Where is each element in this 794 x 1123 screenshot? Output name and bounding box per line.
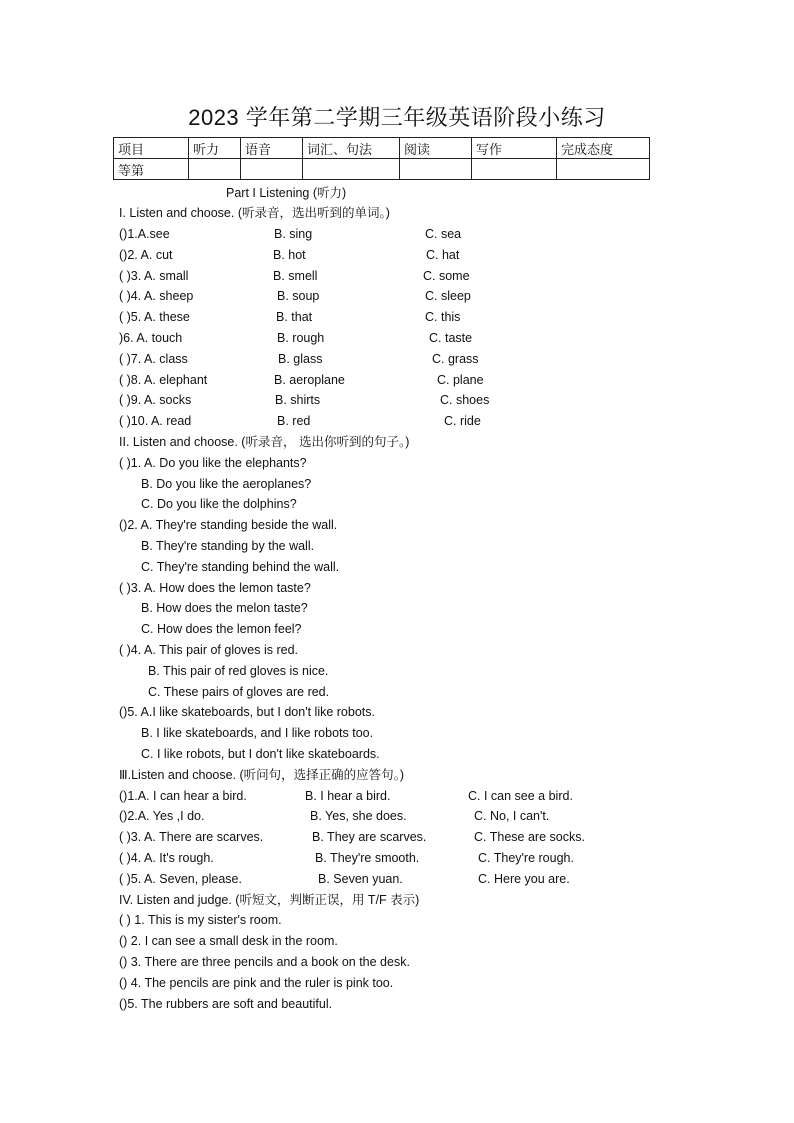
header-cell: 写作 bbox=[472, 138, 557, 159]
section-heading: Ⅲ.Listen and choose. (听问句，选择正确的应答句。) bbox=[119, 768, 405, 782]
statement-line: () 3. There are three pencils and a book on the desk. bbox=[119, 955, 410, 969]
option-c: C. sea bbox=[425, 227, 462, 241]
grade-cell[interactable] bbox=[189, 159, 241, 180]
option-a: ( )5. A. these bbox=[119, 310, 190, 324]
statement-line: () 4. The pencils are pink and the ruler is pink too. bbox=[119, 976, 394, 990]
header-cell: 阅读 bbox=[400, 138, 472, 159]
score-table-grade-row bbox=[114, 159, 650, 180]
option-a: ( )4. A. It's rough. bbox=[119, 851, 214, 865]
row-label: 等第 bbox=[114, 159, 189, 180]
option-b: B. shirts bbox=[275, 393, 321, 407]
option-c: C. How does the lemon feel? bbox=[141, 622, 302, 636]
grade-cell[interactable] bbox=[557, 159, 650, 180]
option-c: C. shoes bbox=[440, 393, 490, 407]
option-b: B. smell bbox=[273, 269, 318, 283]
header-cell: 词汇、句法 bbox=[303, 138, 400, 159]
option-c: C. They're rough. bbox=[478, 851, 574, 865]
score-table-header-row bbox=[114, 138, 650, 159]
option-a: ( )4. A. sheep bbox=[119, 289, 194, 303]
grade-cell[interactable] bbox=[303, 159, 400, 180]
option-b: B. sing bbox=[274, 227, 313, 241]
header-cell: 完成态度 bbox=[557, 138, 650, 159]
option-a: ( )3. A. There are scarves. bbox=[119, 830, 264, 844]
section-heading: IV. Listen and judge. (听短文，判断正误，用 T/F 表示) bbox=[119, 893, 420, 907]
option-c: C. I can see a bird. bbox=[468, 789, 573, 803]
grade-cell[interactable] bbox=[472, 159, 557, 180]
header-cell: 语音 bbox=[241, 138, 303, 159]
option-a: )6. A. touch bbox=[119, 331, 183, 345]
option-b: B. rough bbox=[277, 331, 325, 345]
section-heading: II. Listen and choose. (听录音， 选出你听到的句子。) bbox=[119, 435, 410, 449]
option-b: B. aeroplane bbox=[274, 373, 345, 387]
option-c: C. ride bbox=[444, 414, 481, 428]
section-heading: I. Listen and choose. (听录音，选出听到的单词。) bbox=[119, 206, 390, 220]
question-line: ()2. A. They're standing beside the wall. bbox=[119, 518, 338, 532]
option-c: C. I like robots, but I don't like skateboards. bbox=[141, 747, 380, 761]
statement-line: ()5. The rubbers are soft and beautiful. bbox=[119, 997, 333, 1011]
option-b: B. I like skateboards, and I like robots too. bbox=[141, 726, 374, 740]
statement-line: ( ) 1. This is my sister's room. bbox=[119, 913, 282, 927]
option-b: B. red bbox=[277, 414, 311, 428]
option-c: C. taste bbox=[429, 331, 473, 345]
option-a: ()2. A. cut bbox=[119, 248, 173, 262]
option-c: C. No, I can't. bbox=[474, 809, 550, 823]
option-b: B. I hear a bird. bbox=[305, 789, 391, 803]
option-b: B. They're smooth. bbox=[315, 851, 420, 865]
option-a: ( )9. A. socks bbox=[119, 393, 192, 407]
option-c: C. These are socks. bbox=[474, 830, 585, 844]
option-b: B. Seven yuan. bbox=[318, 872, 403, 886]
option-b: B. soup bbox=[277, 289, 320, 303]
option-c: C. plane bbox=[437, 373, 484, 387]
option-a: ()1.A. I can hear a bird. bbox=[119, 789, 247, 803]
option-c: C. this bbox=[425, 310, 461, 324]
option-c: C. hat bbox=[426, 248, 460, 262]
option-c: C. grass bbox=[432, 352, 479, 366]
option-a: ()2.A. Yes ,I do. bbox=[119, 809, 205, 823]
grade-cell[interactable] bbox=[400, 159, 472, 180]
part-heading: Part I Listening (听力) bbox=[226, 186, 347, 200]
option-b: B. They are scarves. bbox=[312, 830, 427, 844]
option-c: C. They're standing behind the wall. bbox=[141, 560, 340, 574]
option-b: B. How does the melon taste? bbox=[141, 601, 308, 615]
option-c: C. These pairs of gloves are red. bbox=[148, 685, 330, 699]
option-a: ( )3. A. small bbox=[119, 269, 189, 283]
option-c: C. some bbox=[423, 269, 470, 283]
option-b: B. Yes, she does. bbox=[310, 809, 407, 823]
option-b: B. glass bbox=[278, 352, 323, 366]
option-b: B. hot bbox=[273, 248, 306, 262]
question-line: ( )1. A. Do you like the elephants? bbox=[119, 456, 307, 470]
option-a: ( )5. A. Seven, please. bbox=[119, 872, 242, 886]
option-a: ( )10. A. read bbox=[119, 414, 192, 428]
question-line: ( )4. A. This pair of gloves is red. bbox=[119, 643, 299, 657]
score-table bbox=[113, 137, 650, 180]
option-c: C. sleep bbox=[425, 289, 471, 303]
option-a: ( )7. A. class bbox=[119, 352, 188, 366]
option-b: B. This pair of red gloves is nice. bbox=[148, 664, 329, 678]
option-b: B. Do you like the aeroplanes? bbox=[141, 477, 312, 491]
header-cell: 听力 bbox=[189, 138, 241, 159]
option-c: C. Do you like the dolphins? bbox=[141, 497, 297, 511]
question-line: ()5. A.I like skateboards, but I don't like robots. bbox=[119, 705, 375, 719]
header-cell: 项目 bbox=[114, 138, 189, 159]
statement-line: () 2. I can see a small desk in the room. bbox=[119, 934, 338, 948]
page-title: 2023 学年第二学期三年级英语阶段小练习 bbox=[188, 105, 606, 130]
option-b: B. They're standing by the wall. bbox=[141, 539, 315, 553]
grade-cell[interactable] bbox=[241, 159, 303, 180]
option-c: C. Here you are. bbox=[478, 872, 570, 886]
question-line: ( )3. A. How does the lemon taste? bbox=[119, 581, 311, 595]
option-b: B. that bbox=[276, 310, 313, 324]
option-a: ()1.A.see bbox=[119, 227, 170, 241]
option-a: ( )8. A. elephant bbox=[119, 373, 208, 387]
